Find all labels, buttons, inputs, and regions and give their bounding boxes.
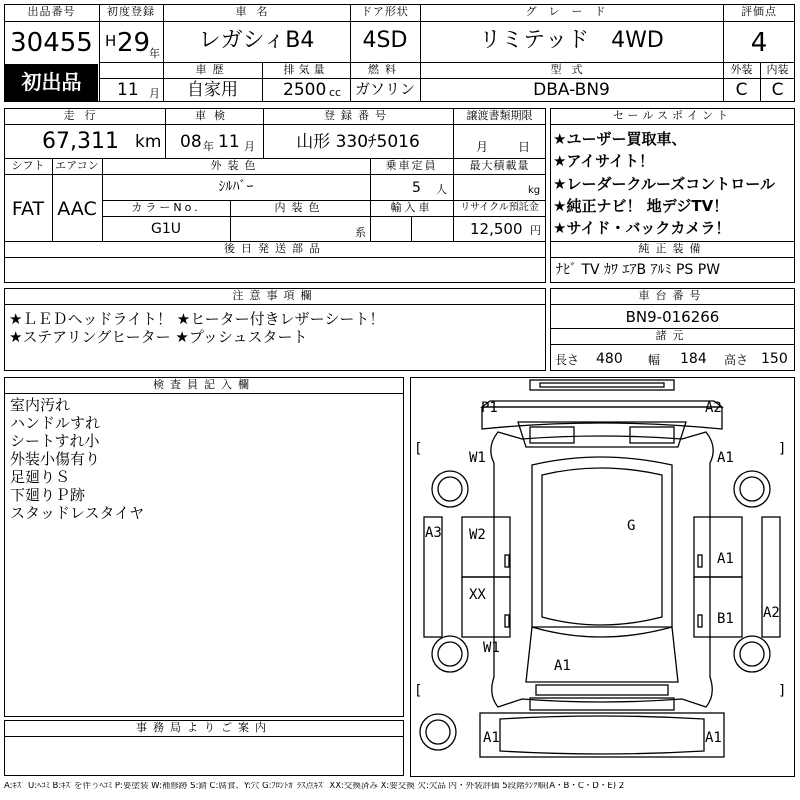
- equipment: ﾅﾋﾞ TV ｶﾜ ｴｱB ｱﾙﾐ PS PW: [556, 262, 721, 278]
- model-label: 型式: [550, 63, 593, 76]
- recycle: 12,500: [470, 220, 523, 238]
- disp-label: 排気量: [283, 63, 329, 76]
- inspector-line: シートすれ小: [10, 432, 100, 450]
- bracket-left-bottom: [: [414, 683, 423, 699]
- recycle-unit: 円: [530, 224, 541, 237]
- mileage-label: 走行: [63, 109, 106, 122]
- legend: A:ｷｽﾞ U:ﾍｺﾐ B:ｷｽﾞを伴うﾍｺﾐ P:要塗装 W:補修跡 S:錆 C:腐食、Y:穴 G:ﾌﾛﾝﾄｶﾞﾗｽ点ｷｽﾞ XX:交換済み X:要交換 欠:欠品 内・外装評価 5段階ﾗﾝｸ順(A・B・C・D・E) 2: [4, 782, 625, 791]
- height: 150: [761, 351, 788, 367]
- inspect-year: 08: [180, 132, 202, 152]
- score: 4: [750, 28, 768, 58]
- colorno: G1U: [150, 221, 181, 237]
- fuel-label: 燃料: [368, 63, 402, 76]
- model-code: DBA-BN9: [533, 80, 610, 100]
- notes-label: 注意事項欄: [232, 289, 318, 302]
- inspect-label: 車検: [195, 109, 233, 122]
- sales-point: ★レーダークルーズコントロール: [553, 175, 775, 193]
- inspector-line: 外装小傷有り: [10, 450, 101, 468]
- transfer-day-unit: 日: [518, 140, 531, 154]
- equip-label: 純正装備: [638, 242, 707, 255]
- recycle-label: リサイクル預託金: [460, 202, 539, 213]
- bracket-right-bottom: ]: [778, 683, 787, 699]
- transfer-month-unit: 月: [476, 140, 489, 154]
- disp-unit: cc: [329, 86, 342, 99]
- lot-label: 出品番号: [27, 5, 76, 18]
- reg-era: H: [105, 32, 117, 50]
- lot-number: 30455: [10, 28, 93, 58]
- mark-a1-rear-door: A1: [717, 551, 734, 567]
- mark-b1: B1: [717, 611, 734, 627]
- mark-a2-top: A2: [705, 400, 722, 416]
- chassis-number: BN9-016266: [625, 308, 720, 326]
- sales-point: ★純正ナビ！ 地デジTV！: [553, 197, 729, 215]
- reg-month-unit: 月: [149, 87, 160, 100]
- ext-grade: C: [735, 80, 748, 100]
- inspector-line: スタッドレスタイヤ: [10, 504, 145, 522]
- mark-g: G: [627, 518, 636, 534]
- later-parts-label: 後日発送部品: [224, 242, 326, 255]
- history-label: 車歴: [195, 63, 230, 76]
- int-grade: C: [771, 80, 784, 100]
- grade-label: グレード: [525, 5, 618, 18]
- mark-a1-trunk: A1: [554, 658, 571, 674]
- interior-label: 内装色: [274, 201, 326, 214]
- inspector-line: 室内汚れ: [10, 396, 71, 414]
- capacity-label: 乗車定員: [385, 159, 438, 172]
- inspector-label: 検査員記入欄: [153, 378, 255, 391]
- door-label: ドア形状: [361, 5, 409, 18]
- mileage-unit: km: [135, 132, 162, 152]
- notes-line: ★ＬＥＤヘッドライト！ ★ヒーター付きレザーシート！: [9, 310, 385, 328]
- mark-p1: P1: [481, 400, 498, 416]
- sales-point: ★アイサイト！: [553, 152, 655, 170]
- mark-xx: XX: [469, 587, 486, 603]
- mark-a2-side: A2: [763, 605, 780, 621]
- displacement: 2500: [283, 80, 327, 100]
- capacity: 5: [412, 180, 421, 196]
- import-label: 輸入車: [390, 201, 433, 214]
- fuel: ガソリン: [354, 80, 415, 98]
- sales-point: ★ユーザー買取車、: [553, 130, 687, 148]
- inspect-month: 11: [218, 132, 240, 152]
- history: 自家用: [187, 80, 238, 100]
- notes-line: ★ステアリングヒーター ★プッシュスタート: [9, 328, 308, 346]
- inspect-year-unit: 年: [203, 140, 214, 153]
- inspect-month-unit: 月: [244, 140, 255, 153]
- width: 184: [680, 351, 707, 367]
- shift-label: シフト: [11, 159, 45, 172]
- car-diagram: [410, 377, 795, 777]
- car-name: レガシィB4: [198, 28, 315, 53]
- grade: リミテッド 4WD: [479, 28, 664, 53]
- sales-point: ★サイド・バックカメラ！: [553, 219, 731, 237]
- load-label: 最大積載量: [469, 159, 530, 172]
- ac-label: エアコン: [55, 159, 99, 172]
- inspector-line: 下廻りＰ跡: [10, 486, 86, 504]
- mileage: 67,311: [42, 129, 119, 154]
- door-type: 4SD: [362, 28, 408, 53]
- shift: FAT: [11, 198, 45, 220]
- bracket-right-top: ]: [778, 441, 787, 457]
- interior-unit: 系: [355, 226, 366, 239]
- height-label: 高さ: [724, 353, 749, 367]
- mark-w1-rear-left: W1: [483, 640, 500, 656]
- office-label: 事務局よりご案内: [136, 721, 272, 734]
- mark-a3: A3: [425, 525, 442, 541]
- mark-w2: W2: [469, 527, 486, 543]
- mark-a1-bottom-left: A1: [483, 730, 500, 746]
- mark-a1-front-right: A1: [717, 450, 734, 466]
- load-unit: kg: [528, 185, 541, 196]
- length: 480: [596, 351, 623, 367]
- dims-label: 諸元: [655, 329, 690, 342]
- transfer-label: 譲渡書類期限: [466, 109, 533, 122]
- plate-number: 山形 330ﾁ5016: [296, 132, 420, 152]
- reg-month: 11: [117, 80, 139, 100]
- chassis-label: 車台番号: [638, 289, 707, 302]
- length-label: 長さ: [555, 353, 580, 367]
- score-label: 評価点: [741, 5, 777, 18]
- mark-a1-bottom-right: A1: [705, 730, 722, 746]
- int-label: 内装: [766, 63, 789, 76]
- reg-year: 29: [117, 28, 151, 58]
- reg-year-unit: 年: [149, 47, 160, 60]
- first-listing-text: 初出品: [21, 70, 82, 94]
- capacity-unit: 人: [436, 183, 447, 196]
- ext-label: 外装: [730, 63, 753, 76]
- color: ｼﾙﾊﾞｰ: [218, 179, 254, 195]
- aircon: AAC: [57, 198, 97, 220]
- sales-label: セールスポイント: [612, 109, 732, 122]
- name-label: 車名: [235, 5, 278, 18]
- colorno-label: カラーNo.: [131, 201, 201, 214]
- mark-w1-front-left: W1: [469, 450, 486, 466]
- reg-label: 初度登録: [107, 5, 155, 18]
- inspector-line: ハンドルすれ: [10, 414, 101, 432]
- bracket-left-top: [: [414, 441, 423, 457]
- plate-label: 登録番号: [324, 109, 392, 122]
- inspector-line: 足廻りＳ: [10, 468, 71, 486]
- width-label: 幅: [648, 353, 661, 367]
- color-label: 外装色: [210, 159, 262, 172]
